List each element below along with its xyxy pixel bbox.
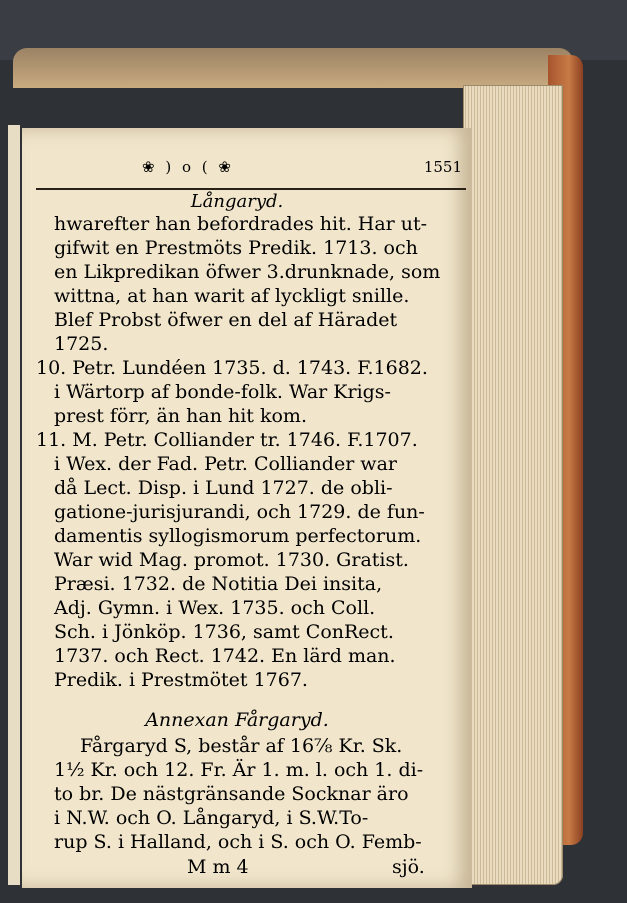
text-line: gifwit en Prestmöts Predik. 1713. och bbox=[54, 237, 418, 259]
text-line: 10. Petr. Lundéen 1735. d. 1743. F.1682. bbox=[36, 357, 428, 379]
text-line: Blef Probst öfwer en del af Häradet bbox=[54, 309, 398, 331]
page-number: 1551 bbox=[423, 158, 462, 176]
text-line: prest förr, än han hit kom. bbox=[54, 405, 307, 427]
annex-title: Annexan Fårgaryd. bbox=[145, 709, 329, 731]
text-line: Adj. Gymn. i Wex. 1735. och Coll. bbox=[54, 597, 376, 619]
book-page bbox=[22, 128, 472, 888]
text-line: gatione-jurisjurandi, och 1729. de fun- bbox=[54, 501, 425, 523]
text-line: en Likpredikan öfwer 3.drunknade, som bbox=[54, 261, 441, 283]
annex-line: rup S. i Halland, och i S. och O. Femb- bbox=[54, 831, 422, 853]
text-line: War wid Mag. promot. 1730. Gratist. bbox=[54, 549, 409, 571]
text-line: i Wärtorp af bonde-folk. War Krigs- bbox=[54, 381, 391, 403]
text-line: 11. M. Petr. Colliander tr. 1746. F.1707. bbox=[36, 429, 418, 451]
text-line: 1725. bbox=[54, 333, 109, 355]
header-ornament: ❀ ) o ( ❀ bbox=[142, 158, 234, 176]
text-line: Præsi. 1732. de Notitia Dei insita, bbox=[54, 573, 383, 595]
text-line: i Wex. der Fad. Petr. Colliander war bbox=[54, 453, 397, 475]
catchword: sjö. bbox=[392, 856, 425, 878]
text-line: wittna, at han warit af lyckligt snille. bbox=[54, 285, 410, 307]
text-line: då Lect. Disp. i Lund 1727. de obli- bbox=[54, 477, 393, 499]
text-line: 1737. och Rect. 1742. En lärd man. bbox=[54, 645, 396, 667]
left-page-sliver bbox=[8, 125, 20, 885]
page-stack-edge bbox=[463, 85, 563, 885]
annex-line: Fårgaryd S, består af 16⅞ Kr. Sk. bbox=[80, 735, 403, 757]
text-line: hwarefter han befordrades hit. Har ut- bbox=[54, 213, 428, 235]
signature-mark: M m 4 bbox=[187, 856, 249, 878]
annex-line: to br. De nästgränsande Socknar äro bbox=[54, 783, 409, 805]
annex-line: 1½ Kr. och 12. Fr. Är 1. m. l. och 1. di- bbox=[54, 759, 424, 781]
text-line: damentis syllogismorum perfectorum. bbox=[54, 525, 422, 547]
section-title: Långaryd. bbox=[190, 191, 284, 212]
open-book bbox=[8, 40, 583, 890]
annex-line: i N.W. och O. Långaryd, i S.W.To- bbox=[54, 807, 369, 829]
text-line: Predik. i Prestmötet 1767. bbox=[54, 669, 308, 691]
text-line: Sch. i Jönköp. 1736, samt ConRect. bbox=[54, 621, 394, 643]
book-top-edge bbox=[13, 48, 573, 88]
